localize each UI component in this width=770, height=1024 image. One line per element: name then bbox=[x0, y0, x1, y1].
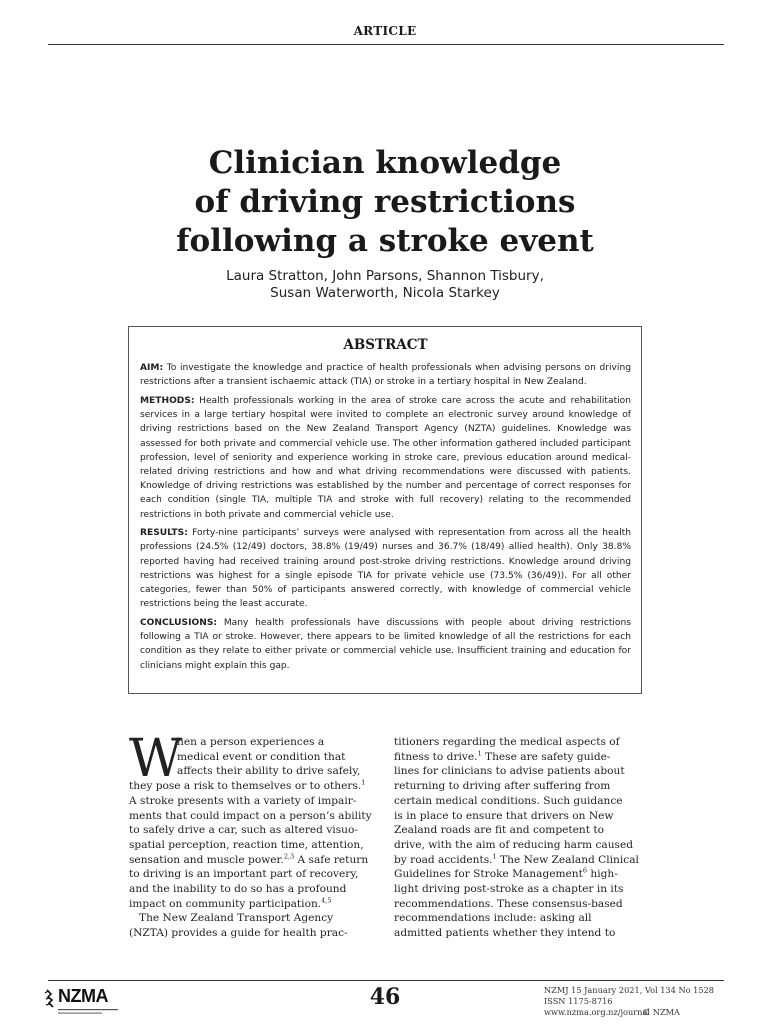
abstract-conclusions-label: CONCLUSIONS: bbox=[140, 617, 218, 628]
body-line: and the inability to do so has a profound bbox=[129, 883, 347, 896]
abstract-aim-label: AIM: bbox=[140, 363, 164, 373]
body-text: These are safety guide- bbox=[481, 750, 611, 763]
body-line: A stroke presents with a variety of impair- bbox=[129, 794, 357, 807]
body-column-right bbox=[394, 735, 646, 941]
body-line: to safely drive a car, such as altered visuo- bbox=[129, 824, 358, 837]
body-line: drive, with the aim of reducing harm caused bbox=[394, 838, 634, 851]
page-number: 46 bbox=[369, 984, 401, 1010]
body-line: The New Zealand Transport Agency bbox=[139, 912, 334, 925]
body-text: high- bbox=[587, 868, 618, 881]
abstract-methods-label: METHODS: bbox=[140, 395, 195, 406]
abstract-heading: ABSTRACT bbox=[343, 337, 428, 353]
body-line: is in place to ensure that drivers on New bbox=[394, 809, 614, 822]
header-divider bbox=[48, 44, 724, 45]
body-line: affects their ability to drive safely, bbox=[177, 765, 361, 778]
body-line: recommendations include: asking all bbox=[394, 912, 592, 925]
body-column-left bbox=[129, 729, 379, 941]
body-line: spatial perception, reaction time, attention, bbox=[129, 838, 364, 851]
citation: 1 bbox=[361, 778, 366, 787]
citation: 1 bbox=[492, 852, 497, 861]
body-line: light driving post-stroke as a chapter in its bbox=[394, 883, 624, 896]
journal-website-link[interactable]: www.nzma.org.nz/journal bbox=[544, 1007, 650, 1017]
section-label: ARTICLE bbox=[353, 24, 417, 38]
citation: 2,3 bbox=[283, 852, 295, 861]
abstract-conclusions bbox=[140, 616, 631, 673]
abstract-aim bbox=[140, 361, 631, 389]
body-line bbox=[394, 750, 646, 765]
body-text: A safe return bbox=[294, 853, 369, 866]
body-line: certain medical conditions. Such guidance bbox=[394, 794, 623, 807]
body-line bbox=[129, 897, 379, 912]
nzma-logo-text: NZMA bbox=[58, 986, 108, 1006]
body-text: sensation and muscle power. bbox=[129, 853, 284, 866]
abstract-methods bbox=[140, 394, 631, 522]
body-line: to driving is an important part of recovery, bbox=[129, 868, 359, 881]
body-line: hen a person experiences a bbox=[177, 736, 325, 748]
citation: 1 bbox=[477, 749, 482, 758]
body-text: impact on community participation. bbox=[129, 897, 322, 910]
article-title bbox=[0, 144, 770, 261]
body-line bbox=[129, 853, 379, 868]
abstract-results-text: Forty-nine participants’ surveys were analysed with representation from across all the health professions (24.5% (12/49) doctors, 38.8% (19/49) nurses and 36.7% (18/49) allied health). Only 38.8% reported having had received training around post-stroke driving restrictions. Knowledge around driving restrictions was highest for a single episode TIA for private vehicle use (73.5% (36/49)). For all other categories, fewer than 50% of participants answered correctly, with knowledge of commercial vehicle restrictions being the least accurate. bbox=[140, 528, 631, 610]
body-line: recommendations. These consensus-based bbox=[394, 897, 623, 910]
abstract-aim-text: To investigate the knowledge and practice of health professionals when advising persons on driving restrictions after a transient ischaemic attack (TIA) or stroke in a tertiary hospital in New Zealand. bbox=[140, 363, 631, 388]
journal-info bbox=[544, 985, 720, 1018]
copyright: © NZMA bbox=[642, 1007, 680, 1017]
body-line: titioners regarding the medical aspects of bbox=[394, 736, 620, 748]
body-line: lines for clinicians to advise patients about bbox=[394, 765, 625, 778]
body-line bbox=[394, 853, 646, 868]
issn: ISSN 1175-8716 bbox=[544, 996, 613, 1006]
body-line: admitted patients whether they intend to bbox=[394, 927, 616, 940]
body-line: ments that could impact on a person’s ability bbox=[129, 809, 372, 822]
footer-divider bbox=[48, 980, 724, 981]
author-line: Susan Waterworth, Nicola Starkey bbox=[270, 285, 500, 301]
drop-cap: W bbox=[129, 729, 183, 789]
title-line: Clinician knowledge bbox=[208, 145, 562, 181]
title-line: following a stroke event bbox=[176, 223, 594, 259]
body-line: (NZTA) provides a guide for health prac- bbox=[129, 927, 348, 940]
abstract-results-label: RESULTS: bbox=[140, 528, 188, 539]
abstract-methods-text: Health professionals working in the area of stroke care across the acute and rehabilitation services in a large tertiary hospital were invited to complete an electronic survey around knowledge of driving restrictions based on the New Zealand Transport Agency (NZTA) guidelines. Knowledge was assessed for both private and commercial vehicle use. The other information gathered included participant profession, level of seniority and experience working in stroke care, previous education around medical-related driving restrictions and how and what driving recommendations were discussed with patients. Knowledge of driving restrictions was established by the number and percentage of correct responses for each condition (single TIA, multiple TIA and stroke with full recovery) relating to the recommended restrictions in both private and commercial vehicle use. bbox=[140, 395, 631, 520]
body-line: returning to driving after suffering from bbox=[394, 780, 611, 793]
body-text: fitness to drive. bbox=[394, 750, 478, 763]
body-text: they pose a risk to themselves or to others. bbox=[129, 780, 362, 793]
abstract-box bbox=[128, 326, 642, 694]
author-list bbox=[0, 268, 770, 302]
body-text: The New Zealand Clinical bbox=[496, 853, 639, 866]
journal-citation: NZMJ 15 January 2021, Vol 134 No 1528 bbox=[544, 985, 714, 995]
body-line: Zealand roads are fit and competent to bbox=[394, 824, 604, 837]
body-text: by road accidents. bbox=[394, 853, 493, 866]
citation: 6 bbox=[582, 866, 588, 875]
abstract-conclusions-text: Many health professionals have discussions with people about driving restrictions following a TIA or stroke. However, there appears to be limited knowledge of all the restrictions for each condition as they relate to either private or commercial vehicle use. Insufficient training and education for clinicians might explain this gap. bbox=[140, 617, 631, 671]
body-line: medical event or condition that bbox=[177, 750, 346, 763]
title-line: of driving restrictions bbox=[194, 184, 576, 220]
abstract-results bbox=[140, 526, 631, 611]
body-text: Guidelines for Stroke Management bbox=[394, 868, 583, 881]
author-line: Laura Stratton, John Parsons, Shannon Tisbury, bbox=[226, 268, 544, 284]
body-line bbox=[394, 867, 646, 882]
citation: 4,5 bbox=[321, 896, 332, 905]
